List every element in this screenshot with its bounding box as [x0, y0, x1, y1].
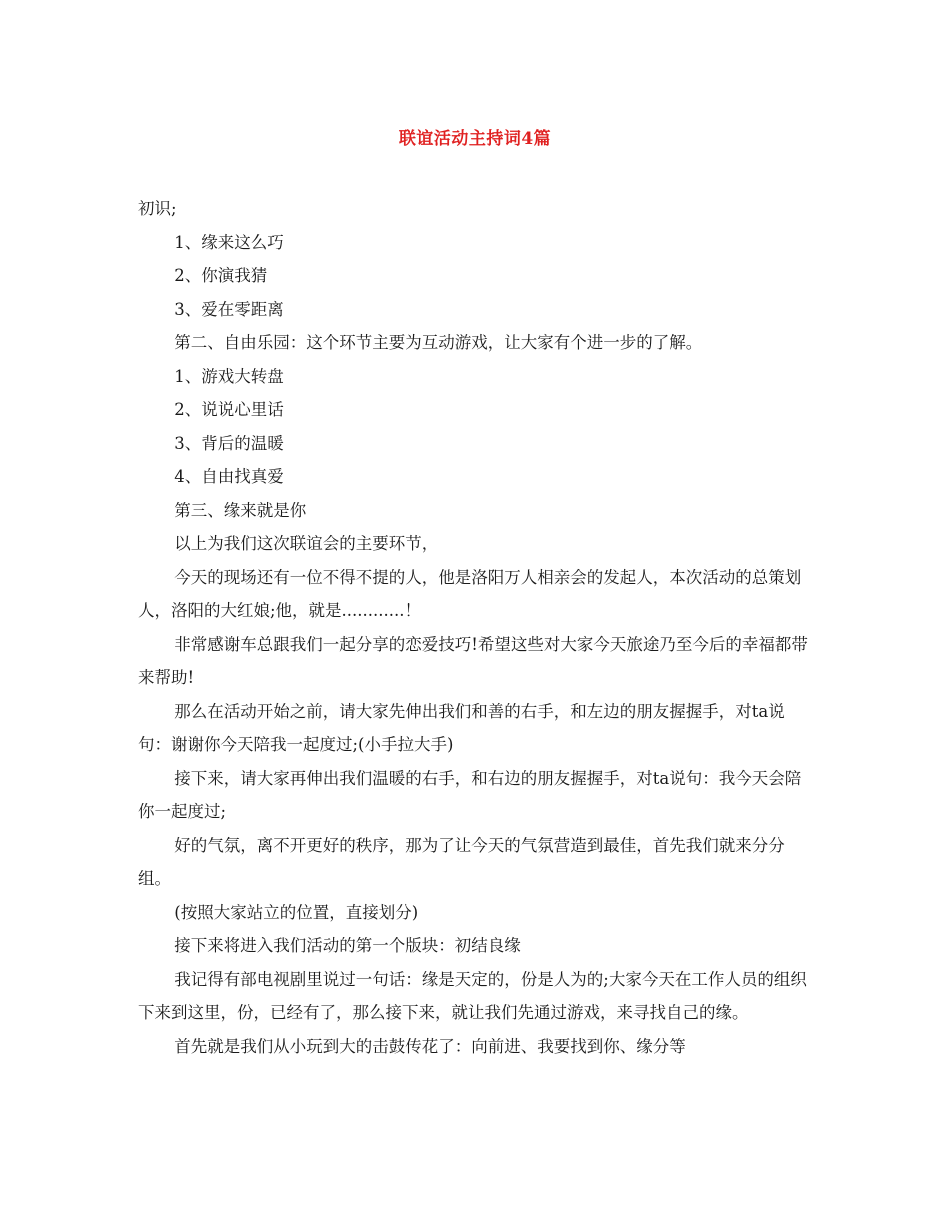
- paragraph: 1、游戏大转盘: [174, 366, 284, 386]
- paragraph: 好的气氛，离不开更好的秩序，那为了让今天的气氛营造到最佳，首先我们就来分分组。: [138, 835, 785, 888]
- document-body: [138, 192, 814, 1063]
- paragraph: 非常感谢车总跟我们一起分享的恋爱技巧!希望这些对大家今天旅途乃至今后的幸福都带来帮助!: [138, 634, 808, 687]
- paragraph: (按照大家站立的位置，直接划分): [174, 902, 419, 922]
- paragraph: 3、背后的温暖: [174, 433, 284, 453]
- paragraph: 我记得有部电视剧里说过一句话：缘是天定的，份是人为的;大家今天在工作人员的组织下来到这里，份，已经有了，那么接下来，就让我们先通过游戏，来寻找自己的缘。: [138, 969, 807, 1022]
- paragraph: 1、缘来这么巧: [174, 232, 284, 252]
- paragraph: 2、说说心里话: [174, 400, 284, 419]
- paragraph: 4、自由找真爱: [174, 467, 284, 486]
- paragraph: 第二、自由乐园：这个环节主要为互动游戏，让大家有个进一步的了解。: [174, 333, 703, 352]
- paragraph: 2、你演我猜: [174, 266, 268, 285]
- paragraph: 以上为我们这次联谊会的主要环节，: [174, 534, 439, 553]
- paragraph: 那么在活动开始之前，请大家先伸出我们和善的右手，和左边的朋友握握手，对ta说句：谢谢你今天陪我一起度过;(小手拉大手): [138, 701, 785, 754]
- paragraph: 接下来，请大家再伸出我们温暖的右手，和右边的朋友握握手，对ta说句：我今天会陪你一起度过;: [138, 768, 802, 821]
- paragraph: 今天的现场还有一位不得不提的人，他是洛阳万人相亲会的发起人，本次活动的总策划人，洛阳的大红娘;他，就是............！: [138, 567, 802, 620]
- paragraph: 初识;: [138, 199, 177, 218]
- paragraph: 3、爱在零距离: [174, 299, 284, 319]
- paragraph: 接下来将进入我们活动的第一个版块：初结良缘: [174, 936, 521, 955]
- paragraph: 第三、缘来就是你: [174, 500, 307, 520]
- document-title: 联谊活动主持词4篇: [398, 129, 552, 149]
- paragraph: 首先就是我们从小玩到大的击鼓传花了：向前进、我要找到你、缘分等: [174, 1036, 686, 1056]
